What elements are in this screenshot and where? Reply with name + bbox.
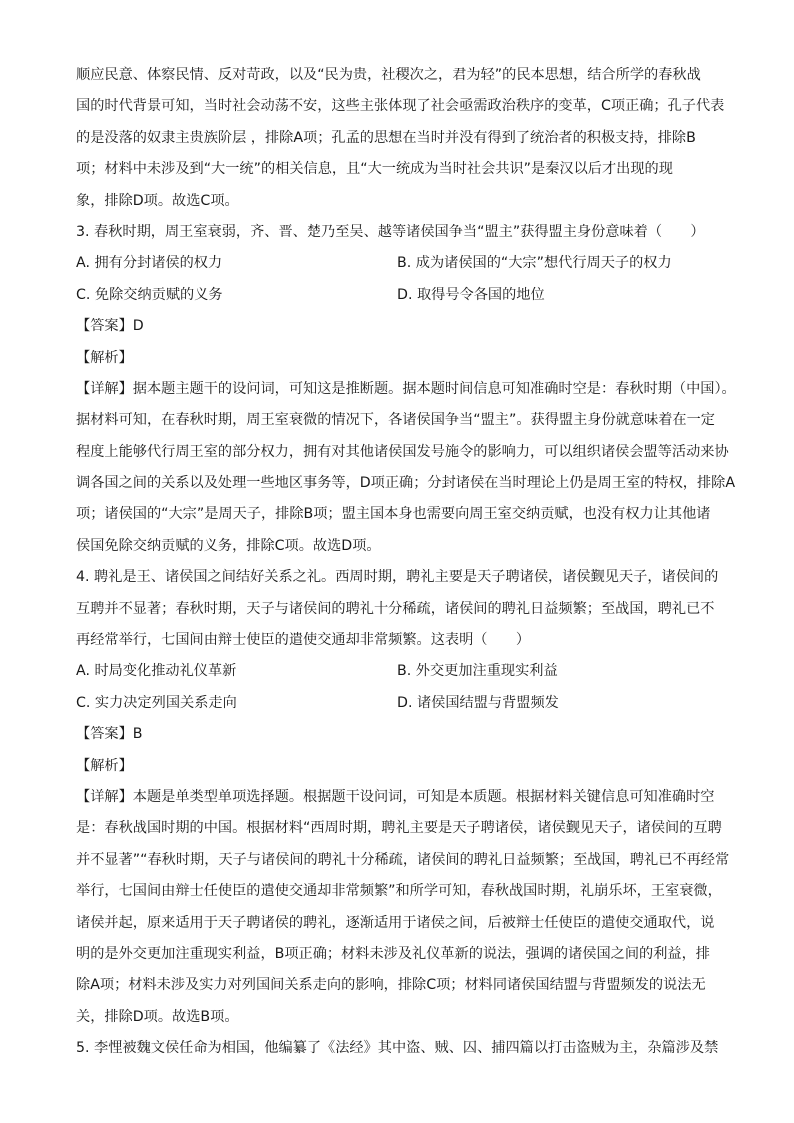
options-row [76, 688, 726, 719]
question-stem: 4. 聘礼是王、诸侯国之间结好关系之礼。西周时期，聘礼主要是天子聘诸侯，诸侯觐见天子，诸侯间的 [76, 569, 719, 586]
option-b: B. 成为诸侯国的“大宗”想代行周天子的权力 [397, 255, 672, 272]
answer-label: 【答案】B [76, 726, 143, 743]
analysis-line: 象，排除D项。故选C项。 [76, 192, 239, 209]
analysis-heading: 【解析】 [76, 757, 133, 774]
analysis-heading: 【解析】 [76, 349, 133, 366]
options-row [76, 280, 726, 311]
detail-line: 程度上能够代行周王室的部分权力，拥有对其他诸侯国发号施令的影响力，可以组织诸侯会盟等活动来协 [76, 443, 729, 460]
option-a: A. 时局变化推动礼仪革新 [76, 663, 237, 680]
detail-line: 除A项；材料未涉及实力对列国间关系走向的影响，排除C项；材料同诸侯国结盟与背盟频发的说法无 [76, 977, 706, 994]
question-4 [76, 562, 730, 1033]
detail-line: 诸侯并起，原来适用于天子聘诸侯的聘礼，逐渐适用于诸侯之间，后被辩士任使臣的遣使交通取代，说 [76, 914, 715, 931]
question-stem: 5. 李悝被魏文侯任命为相国，他编纂了《法经》其中盗、贼、囚、捕四篇以打击盗贼为主，杂篇涉及禁 [76, 1040, 719, 1057]
option-c: C. 实力决定列国关系走向 [76, 694, 237, 711]
detail-line: 【详解】本题是单类型单项选择题。根据题干设问词，可知是本质题。根据材料关键信息可知准确时空 [76, 788, 715, 805]
answer-label: 【答案】D [76, 318, 144, 335]
question-stem: 再经常举行，七国间由辩士使臣的遣使交通却非常频繁。这表明（ ） [76, 632, 531, 649]
analysis-line: 的是没落的奴隶主贵族阶层 ，排除A项；孔孟的思想在当时并没有得到了统治者的积极支持，排除B [76, 129, 696, 146]
analysis-line: 顺应民意、体察民情、反对苛政，以及“民为贵，社稷次之，君为轻”的民本思想，结合所学的春秋战 [76, 67, 701, 83]
detail-line: 据材料可知，在春秋时期，周王室衰微的情况下，各诸侯国争当“盟主”。获得盟主身份就意味着在一定 [76, 412, 715, 429]
option-b: B. 外交更加注重现实利益 [397, 663, 558, 680]
options-row [76, 656, 726, 687]
detail-line: 关，排除D项。故选B项。 [76, 1008, 239, 1025]
detail-line: 是：春秋战国时期的中国。根据材料“西周时期，聘礼主要是天子聘诸侯，诸侯觐见天子，诸侯间的互聘 [76, 820, 722, 837]
options-row [76, 248, 726, 279]
previous-question-analysis [76, 60, 726, 217]
analysis-line: 国的时代背景可知，当时社会动荡不安，这些主张体现了社会亟需政治秩序的变革，C项正确；孔子代表 [76, 98, 725, 115]
question-stem: 3. 春秋时期，周王室衰弱，齐、晋、楚乃至吴、越等诸侯国争当“盟主”获得盟主身份意味着（ ） [76, 223, 705, 240]
detail-line: 侯国免除交纳贡赋的义务，排除C项。故选D项。 [76, 537, 381, 554]
detail-line: 调各国之间的关系以及处理一些地区事务等，D项正确；分封诸侯在当时理论上仍是周王室的特权，排除A [76, 475, 736, 492]
detail-line: 并不显著”“春秋时期，天子与诸侯间的聘礼十分稀疏，诸侯间的聘礼日益频繁；至战国，聘礼已不再经常 [76, 851, 730, 868]
question-3 [76, 217, 736, 562]
document-page [76, 60, 736, 1065]
analysis-line: 项；材料中未涉及到“大一统”的相关信息，且“大一统成为当时社会共识”是秦汉以后才出现的现 [76, 161, 673, 178]
option-a: A. 拥有分封诸侯的权力 [76, 255, 223, 272]
option-c: C. 免除交纳贡赋的义务 [76, 286, 223, 303]
detail-line: 举行，七国间由辩士任使臣的遣使交通却非常频繁”和所学可知，春秋战国时期，礼崩乐坏，王室衰微， [76, 883, 722, 900]
question-stem: 互聘并不显著；春秋时期，天子与诸侯间的聘礼十分稀疏，诸侯间的聘礼日益频繁；至战国，聘礼已不 [76, 600, 715, 617]
option-d: D. 取得号令各国的地位 [397, 286, 545, 303]
detail-line: 【详解】据本题主题干的设问词，可知这是推断题。据本题时间信息可知准确时空是：春秋时期（中国）。 [76, 380, 736, 397]
detail-line: 项；诸侯国的“大宗”是周天子，排除B项；盟主国本身也需要向周王室交纳贡赋，也没有权力让其他诸 [76, 506, 711, 523]
detail-line: 明的是外交更加注重现实利益，B项正确；材料未涉及礼仪革新的说法，强调的诸侯国之间的利益，排 [76, 945, 710, 962]
option-d: D. 诸侯国结盟与背盟频发 [397, 694, 559, 711]
question-5 [76, 1033, 726, 1064]
